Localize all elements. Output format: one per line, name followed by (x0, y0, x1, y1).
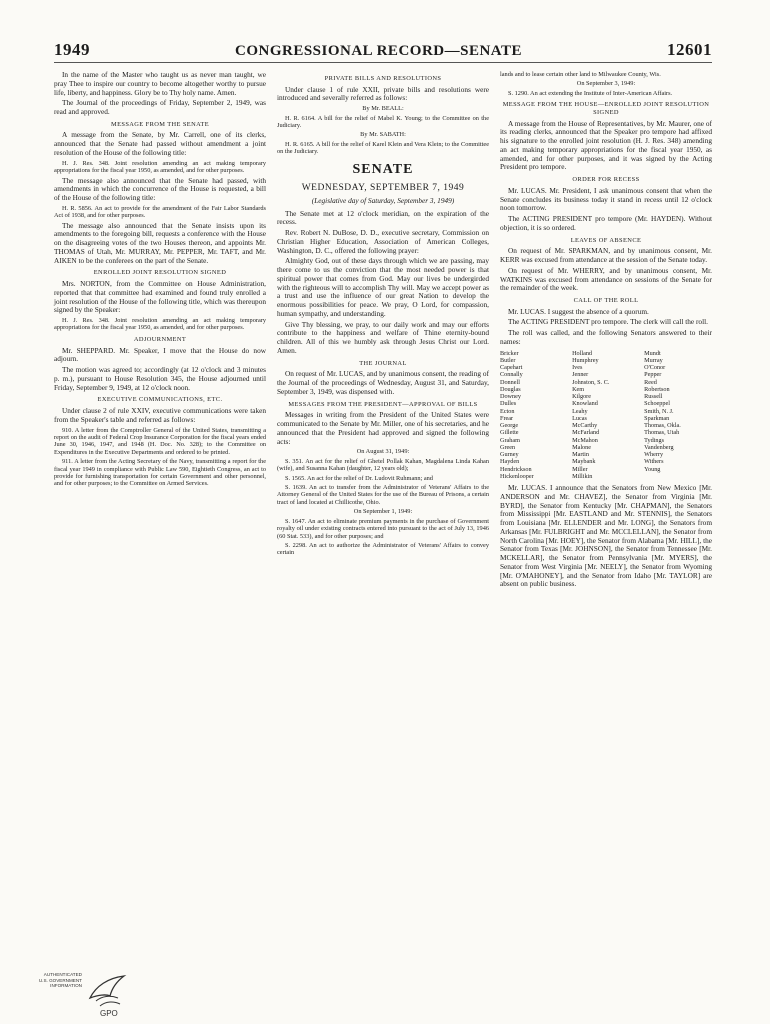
senator-name: Millikin (572, 472, 593, 480)
paragraph: Messages in writing from the President of the United States were communicated to the Senate by Mr. Miller, one of his secretaries, and he announced that the President had approved and signed the following acts: (277, 410, 489, 446)
senator-name: Green (500, 443, 516, 451)
senator-name: Vandenberg (644, 443, 674, 451)
paragraph: A message from the House of Representatives, by Mr. Maurer, one of its reading clerks, announced that the Speaker pro tempore had affixed his signature to the enrolled joint resolution (H. J. Res. 348) amending an act making temporary appropriations for the fiscal year 1950, as amended, and for other purposes, and it was signed by the Acting President pro tempore. (500, 118, 712, 172)
senator-name: George (500, 422, 519, 430)
publication-title: CONGRESSIONAL RECORD—SENATE (234, 43, 523, 59)
senator-name: Thomas, Okla. (644, 422, 681, 430)
bill-entry: S. 1565. An act for the relief of Dr. Ludovit Ruhmann; and (285, 474, 433, 482)
bill-entry: S. 351. An act for the relief of Ghetel Pollak Kahan, Magdalena Linda Kahan (wife), and Susanna Kahan (daughter, 12 years old); (277, 457, 489, 473)
column-2 (277, 71, 489, 591)
running-head (54, 40, 712, 63)
roll-call-column (644, 350, 712, 481)
paragraph: Under clause 2 of rule XXIV, executive communications were taken from the Speaker's table and referred as follows: (54, 406, 266, 424)
senator-name: Kem (572, 385, 585, 393)
paragraph: Almighty God, out of these days through which we are passing, may there come to us the conviction that the most needed power is that spiritual power that comes from God. May our lives be undergirded with the righteous will to accomplish Thy will. May we accept power as a trust and use the influence of our great Nation to develop the enormous possibilities for peace. We pray, O Lord, for compassion, human sympathy, and understanding. (277, 256, 489, 318)
section-heading: ENROLLED JOINT RESOLUTION SIGNED (93, 269, 227, 277)
paragraph: Mrs. NORTON, from the Committee on House Administration, reported that that committee had examined and found truly enrolled a joint resolution of the House of the following title, which was thereupon signed by the Speaker: (54, 279, 266, 315)
senator-name: Frear (500, 414, 514, 422)
sponsor-line: By Mr. BEALL: (362, 105, 404, 113)
senator-name: McMahon (572, 436, 598, 444)
gpo-authentication-seal (26, 968, 136, 1020)
paragraph: A message from the Senate, by Mr. Carrell, one of its clerks, announced that the Senate had passed without amendment a joint resolution of the House of the following title: (54, 130, 266, 157)
gpo-eagle-icon (86, 968, 130, 1018)
paragraph: Give Thy blessing, we pray, to our daily work and may our efforts contribute to the happiness and welfare of Thine eternity-bound children. All of this we humbly ask through Jesus Christ our Lord. Amen. (277, 319, 489, 355)
senator-name: Hendrickson (500, 465, 532, 473)
senator-name: Wherry (644, 451, 664, 459)
paragraph: The ACTING PRESIDENT pro tempore. The clerk will call the roll. (508, 317, 708, 327)
senator-name: Lucas (572, 414, 587, 422)
roll-call-column (572, 350, 640, 481)
senator-name: Bricker (500, 349, 519, 357)
senator-name: Withers (644, 458, 664, 466)
senator-name: Leahy (572, 407, 588, 415)
senator-name: Humphrey (572, 356, 599, 364)
senator-name: Knowland (572, 400, 598, 408)
paragraph: Mr. SHEPPARD. Mr. Speaker, I move that the House do now adjourn. (54, 345, 266, 364)
section-heading: MESSAGES FROM THE PRESIDENT—APPROVAL OF BILLS (288, 400, 478, 408)
senator-name: Martin (572, 451, 589, 459)
senator-name: O'Conor (644, 364, 666, 372)
senator-name: Thomas, Utah (644, 429, 680, 437)
roll-call-list (500, 350, 712, 481)
senator-name: Murray (644, 356, 663, 364)
senator-name: Young (644, 465, 661, 473)
senator-name: Gurney (500, 451, 519, 459)
paragraph: On request of Mr. WHERRY, and by unanimous consent, Mr. WATKINS was excused from attendance on sessions of the Senate for the remainder of the week. (500, 265, 712, 293)
senator-name: Sparkman (644, 414, 670, 422)
section-heading: THE JOURNAL (359, 359, 407, 367)
year: 1949 (54, 40, 90, 59)
paragraph: The message also announced that the Senate insists upon its amendments to the foregoing bill, requests a conference with the House on the disagreeing votes of the two Houses thereon, and appoints Mr. THOMAS of Utah, Mr. MURRAY, Mr. PEPPER, Mr. TAFT, and Mr. AIKEN to be the conferees on the part of the Senate. (54, 220, 266, 265)
senator-name: Robertson (644, 385, 670, 393)
chamber-heading: SENATE (352, 161, 414, 177)
roll-call-column (500, 350, 568, 481)
senator-name: Connally (500, 371, 523, 379)
sponsor-line: On September 3, 1949: (576, 80, 636, 88)
bill-entry: S. 2298. An act to authorize the Administrator of Veterans' Affairs to convey certain (277, 541, 489, 557)
section-heading: MESSAGE FROM THE SENATE (110, 120, 210, 128)
bill-entry: S. 1639. An act to transfer from the Administrator of Veterans' Affairs to the Attorney General of the United States for the use of the Bureau of Prisons, a certain tract of land located at Chillicothe, Ohio. (277, 483, 489, 506)
gpo-information-label: INFORMATION (50, 983, 82, 989)
paragraph: The Journal of the proceedings of Friday, September 2, 1949, was read and approved. (54, 98, 266, 116)
bill-entry: S. 1647. An act to eliminate premium payments in the purchase of Government royalty oil under existing contracts entered into pursuant to the act of July 13, 1946 (60 Stat. 533), and for other purposes; and (277, 517, 489, 540)
column-3 (500, 71, 712, 591)
paragraph: Mr. LUCAS. I suggest the absence of a quorum. (508, 306, 649, 316)
record-page (54, 40, 712, 960)
senator-name: Ives (572, 364, 583, 372)
senator-name: Smith, N. J. (644, 407, 674, 415)
senator-name: Butler (500, 356, 516, 364)
senator-name: Schoeppel (644, 400, 670, 408)
senator-name: Hayden (500, 458, 520, 466)
legislative-day: (Legislative day of Saturday, September 3, 1949) (311, 195, 455, 205)
senator-name: Mundt (644, 349, 661, 357)
senator-name: Capehart (500, 364, 523, 372)
senator-name: Donnell (500, 378, 520, 386)
section-heading: ORDER FOR RECESS (572, 176, 640, 184)
bill-entry: H. R. 5856. An act to provide for the amendment of the Fair Labor Standards Act of 1938, and for other purposes. (54, 204, 266, 220)
bill-entry-continued: lands and to lease certain other land to Milwaukee County, Wis. (500, 71, 661, 78)
gpo-seal-text (26, 972, 82, 989)
paragraph: The roll was called, and the following Senators answered to their names: (500, 328, 712, 346)
bill-entry: H. J. Res. 348. Joint resolution amending an act making temporary appropriations for the fiscal year 1950, as amended, and for other purposes. (54, 317, 266, 332)
senator-name: Graham (500, 436, 520, 444)
sponsor-line: On August 31, 1949: (356, 448, 410, 456)
senator-name: Johnston, S. C. (572, 378, 610, 386)
senator-name: Jenner (572, 371, 589, 379)
senator-name: Dulles (500, 400, 517, 408)
bill-entry: H. R. 6164. A bill for the relief of Mabel K. Young; to the Committee on the Judiciary. (277, 114, 489, 130)
paragraph: The Senate met at 12 o'clock meridian, on the expiration of the recess. (277, 208, 489, 227)
section-heading: PRIVATE BILLS AND RESOLUTIONS (324, 75, 442, 82)
paragraph: Under clause 1 of rule XXII, private bills and resolutions were introduced and severally referred as follows: (277, 84, 489, 103)
page-number: 12601 (667, 40, 712, 59)
paragraph: The message also announced that the Senate had passed, with amendments in which the concurrence of the House is requested, a bill of the House of the following title: (54, 175, 266, 203)
section-heading: CALL OF THE ROLL (573, 297, 639, 305)
senator-name: Maybank (572, 458, 596, 466)
sponsor-line: By Mr. SABATH: (360, 131, 406, 139)
senator-name: Holland (572, 349, 593, 357)
section-heading: EXECUTIVE COMMUNICATIONS, ETC. (97, 396, 223, 404)
senator-name: Pepper (644, 371, 662, 379)
bill-entry: 910. A letter from the Comptroller General of the United States, transmitting a report on the audit of Federal Crop Insurance Corporation for the fiscal years ended June 30, 1946, 1947, and 1948 (H. Doc. No. 328); to the Committee on Expenditures in the Executive Departments and ordered to be printed. (54, 426, 266, 456)
senator-name: Downey (500, 393, 521, 401)
gpo-authenticated-label: AUTHENTICATED (43, 972, 82, 977)
paragraph: Rev. Robert N. DuBose, D. D., executive secretary, Commission on Christian Higher Education, Association of American Colleges, Washington, D. C., offered the following prayer: (277, 228, 489, 255)
paragraph: The ACTING PRESIDENT pro tempore (Mr. HAYDEN). Without objection, it is so ordered. (500, 214, 712, 232)
bill-entry: H. R. 6165. A bill for the relief of Karel Klein and Vera Klein; to the Committee on the Judiciary. (277, 140, 489, 156)
column-3-upper (500, 71, 712, 347)
senator-name: Gillette (500, 429, 519, 437)
paragraph: In the name of the Master who taught us as never man taught, we pray Thee to inspire our country to become altogether worthy to pursue life, liberty, and happiness. Glory be to Thy holy name. Amen. (54, 70, 266, 97)
session-date: WEDNESDAY, SEPTEMBER 7, 1949 (301, 182, 465, 193)
senator-name: Ecton (500, 407, 515, 415)
bill-entry: S. 1290. An act extending the Institute of Inter-American Affairs. (508, 89, 673, 97)
paragraph: On request of Mr. LUCAS, and by unanimous consent, the reading of the Journal of the proceedings of Wednesday, August 31, and Saturday, September 3, 1949, was dispensed with. (277, 369, 489, 396)
gpo-usgov-label: U.S. GOVERNMENT (38, 977, 82, 983)
senator-name: Miller (572, 465, 588, 473)
section-heading: LEAVES OF ABSENCE (570, 236, 642, 244)
senator-name: Hickenlooper (500, 472, 534, 480)
paragraph: Mr. LUCAS. Mr. President, I ask unanimous consent that when the Senate concludes its business today it stand in recess until 12 o'clock noon tomorrow. (500, 185, 712, 213)
senator-name: McCarthy (572, 422, 598, 430)
senator-name: Reed (644, 378, 657, 386)
gpo-logo-text: GPO (100, 1009, 118, 1018)
senator-name: Kilgore (572, 393, 591, 401)
senator-name: Malone (572, 443, 591, 451)
paragraph: The motion was agreed to; accordingly (at 12 o'clock and 3 minutes p. m.), pursuant to House Resolution 345, the House adjourned until Friday, September 9, 1949, at 12 o'clock noon. (54, 365, 266, 392)
senator-name: Russell (644, 393, 663, 401)
bill-entry: 911. A letter from the Acting Secretary of the Navy, transmitting a report for the fiscal year 1949 in compliance with Public Law 590, Eightieth Congress, an act to provide for furnishing transportation for certain Government and other personnel, and for other purposes; to the Committee on Armed Services. (54, 458, 266, 488)
column-3-lower (500, 484, 712, 589)
senator-name: McFarland (572, 429, 600, 437)
sponsor-line: On September 1, 1949: (353, 508, 413, 516)
paragraph: On request of Mr. SPARKMAN, and by unanimous consent, Mr. KERR was excused from attendance at the session of the Senate today. (500, 246, 712, 265)
paragraph: Mr. LUCAS. I announce that the Senators from New Mexico [Mr. ANDERSON and Mr. CHAVEZ], the Senator from Virginia [Mr. BYRD], the Senator from Kentucky [Mr. CHAPMAN], the Senators from Mississippi [Mr. EASTLAND and Mr. STENNIS], the Senators from Louisiana [Mr. ELLENDER and Mr. LONG], the Senators from Arkansas [Mr. FULBRIGHT and Mr. MCCLELLAN], the Senator from North Carolina [Mr. HOEY], the Senator from Alabama [Mr. HILL], the Senator from Texas [Mr. JOHNSON], the Senator from Tennessee [Mr. MCKELLAR], the Senator from Pennsylvania [Mr. MYERS], the Senator from West Virginia [Mr. NEELY], the Senator from Wyoming [Mr. O'MAHONEY], and the Senator from Idaho [Mr. TAYLOR] are absent on public business. (500, 483, 712, 589)
bill-entry: H. J. Res. 348. Joint resolution amending an act making temporary appropriations for the fiscal year 1950, as amended, and for other purposes. (54, 159, 266, 175)
section-heading: MESSAGE FROM THE HOUSE—ENROLLED JOINT RESOLUTION SIGNED (502, 101, 710, 116)
senator-name: Douglas (500, 385, 521, 393)
senator-name: Tydings (644, 436, 665, 444)
columns (54, 71, 712, 591)
column-1 (54, 71, 266, 591)
section-heading: ADJOURNMENT (133, 335, 187, 343)
